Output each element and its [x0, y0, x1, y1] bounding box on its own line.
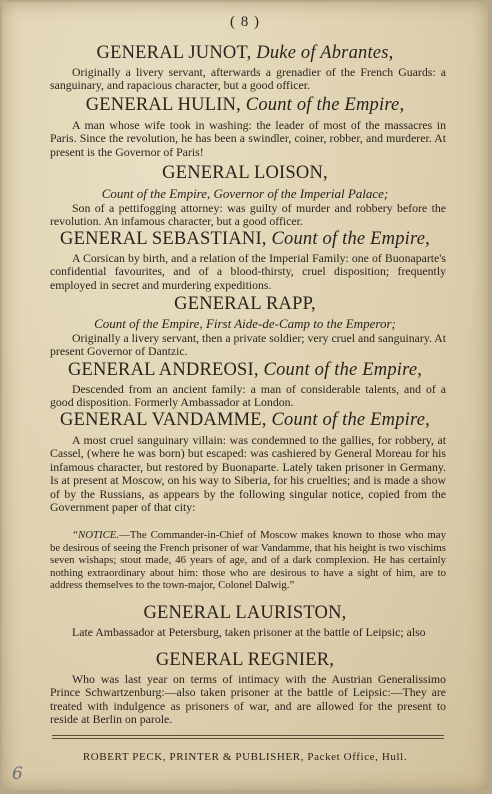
- heading-hulin: [2, 95, 488, 116]
- heading-name: GENERAL JUNOT,: [96, 43, 252, 63]
- paragraph-text: Son of a pettifogging attorney: was guilty of murder and robbery before the revolution. An infamous character, but a good officer.: [50, 201, 446, 229]
- notice-block: [50, 529, 446, 592]
- heading-rapp: [2, 294, 488, 315]
- heading-name: GENERAL RAPP,: [174, 294, 316, 314]
- subtitle-loison: Count of the Empire, Governor of the Imperial Palace;: [101, 186, 389, 201]
- notice-text: —The Commander-in-Chief of Moscow makes known to those who may be desirous of seeing the French prisoner of war Vandamme, that his height is two vischims seven wishaps; stout made, 46 years of age, and of a dark complexion. He has certainly nothing extraordinary about him: those who are desirous to have a sight of him, are to address themselves to the town-major, Colonel Dalwig.”: [50, 529, 446, 592]
- heading-lauriston: [2, 603, 488, 624]
- paragraph-text: A Corsican by birth, and a relation of the Imperial Family: one of Buonaparte's confidential favourites, and of a blood-thirsty, cruel disposition; frequently employed in secret and murdering expeditions.: [50, 251, 446, 292]
- paragraph-loison: [50, 202, 446, 229]
- paragraph-hulin: [50, 119, 446, 159]
- heading-loison: [2, 163, 488, 184]
- heading-title: Duke of Abrantes,: [251, 43, 394, 63]
- heading-name: GENERAL LAURISTON,: [143, 603, 347, 623]
- paragraph-text: Originally a livery servant, then a private soldier; very cruel and sanguinary. At present Governor of Dantzic.: [50, 331, 446, 359]
- paragraph-text: Who was last year on terms of intimacy with the Austrian Generalissimo Prince Schwartzenburg:—also taken prisoner at the battle of Leipsic:—They are treated with indulgence as prisoners of war, and are allowed for the present to reside at Berlin on parole.: [50, 672, 446, 727]
- heading-andreosi: [2, 360, 488, 381]
- heading-name: GENERAL SEBASTIANI,: [60, 229, 267, 249]
- handwritten-mark: 6: [12, 764, 23, 784]
- paragraph-regnier: [50, 673, 446, 727]
- page-number: ( 8 ): [230, 14, 260, 30]
- paragraph-lauriston: [50, 626, 446, 639]
- notice-label: “NOTICE.: [72, 529, 120, 541]
- paragraph-text: Descended from an ancient family: a man of considerable talents, and of a good disposition. Formerly Ambassador at London.: [50, 382, 446, 410]
- heading-title: Count of the Empire,: [266, 229, 430, 249]
- page-content: [2, 2, 488, 790]
- divider-rule: [52, 735, 444, 736]
- subtitle-rapp: Count of the Empire, First Aide-de-Camp to the Emperor;: [94, 316, 396, 331]
- paragraph-text: Late Ambassador at Petersburg, taken prisoner at the battle of Leipsic; also: [72, 625, 426, 639]
- heading-name: GENERAL ANDREOSI,: [67, 360, 259, 380]
- heading-name: GENERAL VANDAMME,: [60, 410, 267, 430]
- heading-vandamme: [2, 410, 488, 431]
- heading-name: GENERAL HULIN,: [85, 95, 241, 115]
- paragraph-text: Originally a livery servant, afterwards a grenadier of the French Guards: a sanguinary, and rapacious character, but a good officer.: [50, 65, 446, 93]
- heading-junot: [2, 43, 488, 64]
- heading-title: Count of the Empire,: [240, 95, 405, 115]
- heading-title: Count of the Empire,: [266, 410, 430, 430]
- heading-title: Count of the Empire,: [258, 360, 423, 380]
- paragraph-text: A man whose wife took in washing: the leader of most of the massacres in Paris. Since the revolution, he has been a swindler, coiner, robber, and murderer. At present is the Governor of Paris!: [50, 118, 446, 159]
- paragraph-rapp: [50, 332, 446, 359]
- paragraph-sebastiani: [50, 252, 446, 292]
- heading-regnier: [2, 650, 488, 671]
- paragraph-andreosi: [50, 383, 446, 410]
- paragraph-text: A most cruel sanguinary villain: was condemned to the gallies, for robbery, at Cassel, (where he was born) but escaped: was cashiered by General Moreau for his infamous character, but restored by Buonaparte. Lately taken prisoner in Germany. Is at present at Moscow, on his way to Siberia, for his cruelties; and is made a show of by the Russians, as appears by the following singular notice, copied from the Government paper of that city:: [50, 433, 446, 515]
- heading-sebastiani: [2, 229, 488, 250]
- divider-rule: [52, 738, 444, 739]
- paragraph-vandamme: [50, 434, 446, 514]
- document-page: [2, 2, 488, 790]
- heading-name: GENERAL LOISON,: [162, 163, 328, 183]
- paragraph-junot: [50, 66, 446, 93]
- printer-imprint: ROBERT PECK, PRINTER & PUBLISHER, Packet Office, Hull.: [82, 751, 408, 763]
- heading-name: GENERAL REGNIER,: [155, 650, 335, 670]
